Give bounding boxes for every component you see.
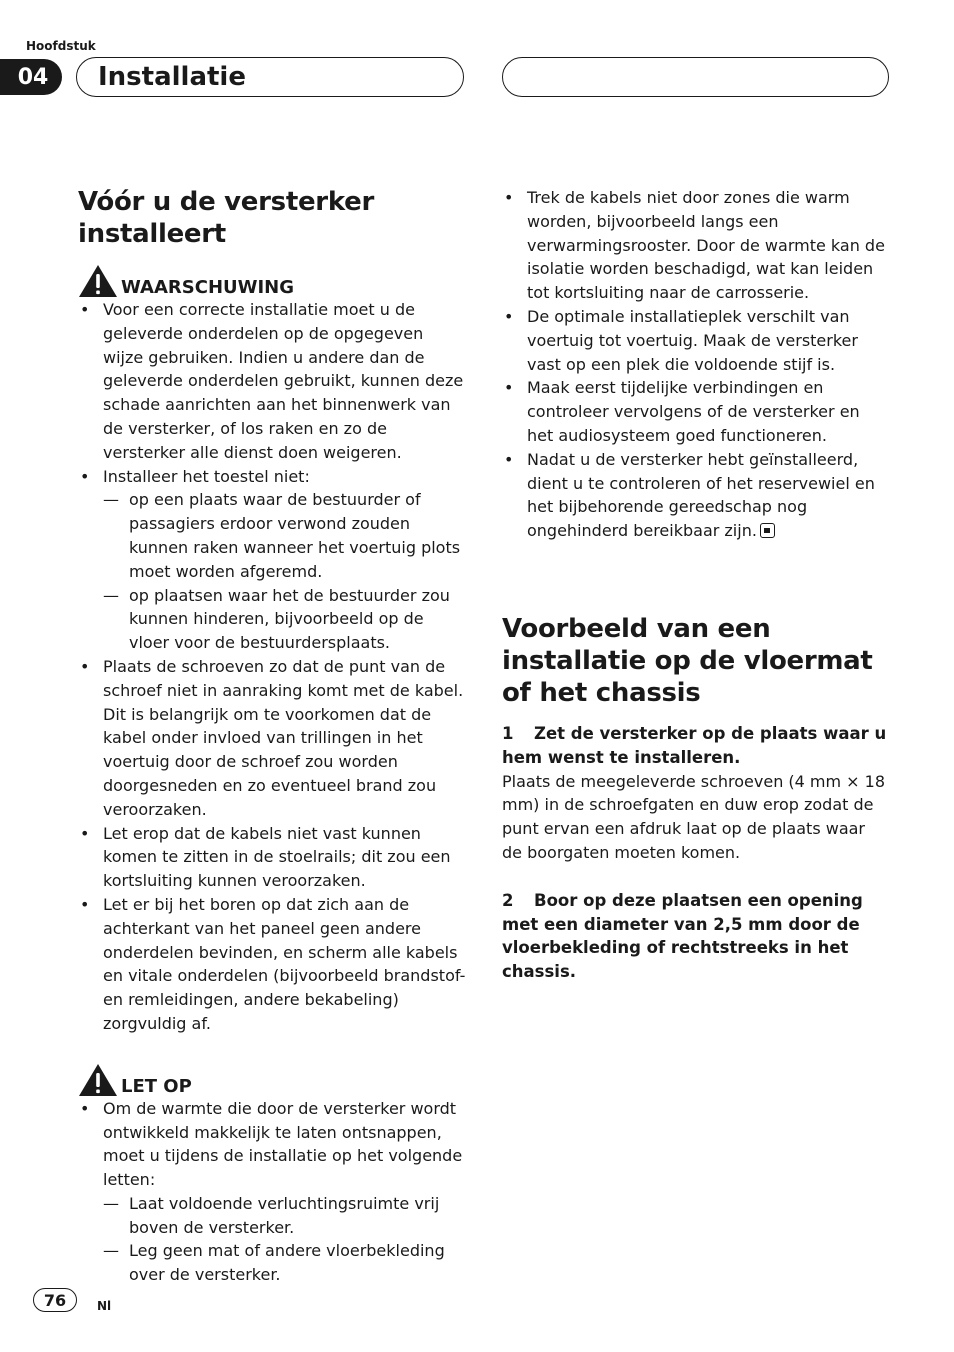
chapter-number-badge: 04 bbox=[0, 59, 62, 95]
caution-label: LET OP bbox=[121, 1075, 192, 1097]
left-column bbox=[78, 186, 466, 1287]
step-title bbox=[502, 722, 890, 770]
warning-subitem: — op plaatsen waar het de bestuurder zou kunnen hinderen, bijvoorbeeld op de vloer voor de bestuurdersplaats. bbox=[103, 584, 466, 655]
warning-triangle-icon bbox=[78, 1063, 118, 1097]
end-of-section-icon bbox=[760, 523, 775, 538]
step-1 bbox=[502, 722, 890, 865]
warning-subitem: — op een plaats waar de bestuurder of passagiers erdoor verwond zouden kunnen raken wanneer het voertuig plots moet worden afgeremd. bbox=[103, 488, 466, 583]
step-2 bbox=[502, 889, 890, 984]
chapter-title: Installatie bbox=[98, 62, 246, 92]
caution-list bbox=[78, 1097, 466, 1287]
step-title-text: Boor op deze plaatsen een opening met een diameter van 2,5 mm door de vloerbekleding of rechtstreeks in het chassis. bbox=[502, 890, 863, 982]
warning-item-text: Installeer het toestel niet: bbox=[103, 466, 310, 486]
warning-label: WAARSCHUWING bbox=[121, 277, 295, 298]
warning-item: • Let erop dat de kabels niet vast kunnen komen te zitten in de stoelrails; dit zou een kortsluiting kunnen veroorzaken. bbox=[78, 822, 466, 893]
warning-sublist bbox=[103, 488, 466, 655]
right-column bbox=[502, 186, 890, 984]
warning-item bbox=[78, 465, 466, 655]
step-number: 2 bbox=[502, 890, 514, 910]
warning-list bbox=[78, 298, 466, 1036]
step-title-text: Zet de versterker op de plaats waar u hem wenst te installeren. bbox=[502, 723, 887, 767]
install-tips-list bbox=[502, 186, 890, 543]
tip-item: • Trek de kabels niet door zones die warm worden, bijvoorbeeld langs een verwarmingsrooster. Door de warmte kan de isolatie worden beschadigd, wat kan leiden tot kortsluiting naar de carrosserie. bbox=[502, 186, 890, 305]
tip-item: • Maak eerst tijdelijke verbindingen en controleer vervolgens of de versterker en het audiosysteem goed functioneren. bbox=[502, 376, 890, 447]
section-heading-before-install: Vóór u de versterker installeert bbox=[78, 187, 374, 249]
tip-item bbox=[502, 448, 890, 543]
warning-item: • Let er bij het boren op dat zich aan de achterkant van het paneel geen andere onderdelen bevinden, en scherm alle kabels en vitale onderdelen (bijvoorbeeld brandstof- en remleidingen, andere bekabeling) zorgvuldig af. bbox=[78, 893, 466, 1036]
chapter-label: Hoofdstuk bbox=[26, 39, 96, 53]
language-code: Nl bbox=[97, 1299, 112, 1313]
caution-sublist bbox=[103, 1192, 466, 1287]
page-number: 76 bbox=[33, 1288, 77, 1312]
warning-heading bbox=[78, 264, 466, 298]
warning-item: • Voor een correcte installatie moet u de geleverde onderdelen op de opgegeven wijze gebruiken. Indien u andere dan de geleverde onderdelen gebruikt, kunnen deze schade aanrichten aan het binnenwerk van de versterker, of los raken en zo de versterker alle dienst doen weigeren. bbox=[78, 298, 466, 465]
caution-heading bbox=[78, 1063, 466, 1097]
tip-item: • De optimale installatieplek verschilt van voertuig tot voertuig. Maak de versterker vast op een plek die voldoende stijf is. bbox=[502, 305, 890, 376]
step-title bbox=[502, 889, 890, 984]
header-right-frame bbox=[502, 57, 889, 97]
caution-subitem: — Leg geen mat of andere vloerbekleding over de versterker. bbox=[103, 1239, 466, 1287]
caution-item bbox=[78, 1097, 466, 1287]
warning-item: • Plaats de schroeven zo dat de punt van de schroef niet in aanraking komt met de kabel. Dit is belangrijk om te voorkomen dat de kabel onder invloed van trillingen in het voertuig door de schroef zou worden doorgesneden en zo eventueel brand zou veroorzaken. bbox=[78, 655, 466, 822]
tip-item-text: Nadat u de versterker hebt geïnstalleerd, dient u te controleren of het reservewiel en het bijbehorende gereedschap nog ongehinderd bereikbaar zijn. bbox=[527, 449, 875, 541]
section-heading-install-example: Voorbeeld van een installatie op de vloermat of het chassis bbox=[502, 613, 873, 708]
caution-item-text: Om de warmte die door de versterker wordt ontwikkeld makkelijk te laten ontsnappen, moet u tijdens de installatie op het volgende letten: bbox=[103, 1098, 463, 1190]
caution-subitem: — Laat voldoende verluchtingsruimte vrij boven de versterker. bbox=[103, 1192, 466, 1240]
step-body: Plaats de meegeleverde schroeven (4 mm × 18 mm) in de schroefgaten en duw erop zodat de punt ervan een afdruk laat op de plaats waar de boorgaten moeten komen. bbox=[502, 771, 886, 862]
warning-triangle-icon bbox=[78, 264, 118, 298]
step-number: 1 bbox=[502, 723, 514, 743]
